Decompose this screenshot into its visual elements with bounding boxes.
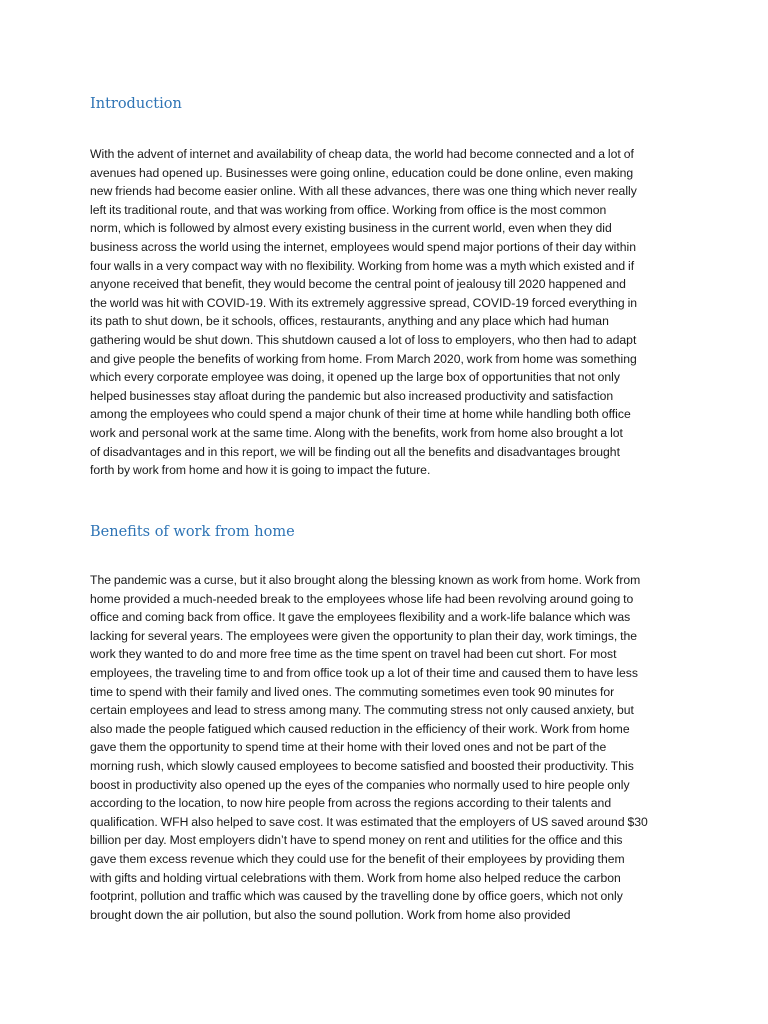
paragraph-line: time to spend with their family and lived ones. The commuting sometimes even took 90 minutes for: [90, 684, 615, 699]
benefits-paragraph: [90, 571, 690, 924]
paragraph-line: new friends had become easier online. With all these advances, there was one thing which never really: [90, 184, 637, 199]
paragraph-line: left its traditional route, and that was working from office. Working from office is the most common: [90, 202, 607, 217]
paragraph-line: morning rush, which slowly caused employees to become satisfied and boosted their productivity. This: [90, 758, 634, 773]
paragraph-line: its path to shut down, be it schools, offices, restaurants, anything and any place which had human: [90, 314, 609, 329]
paragraph-line: gave them the opportunity to spend time at their home with their loved ones and not be part of the: [90, 740, 607, 755]
paragraph-line: according to the location, to now hire people from across the regions according to their talents and: [90, 796, 612, 811]
paragraph-line: with gifts and holding virtual celebrations with them. Work from home also helped reduce the carbon: [90, 870, 621, 885]
paragraph-line: employees, the traveling time to and from office took up a lot of their time and caused them to have less: [90, 665, 638, 680]
paragraph-line: the world was hit with COVID-19. With its extremely aggressive spread, COVID-19 forced everything in: [90, 295, 638, 310]
section-heading-introduction: Introduction: [90, 96, 182, 112]
paragraph-line: billion per day. Most employers didn’t have to spend money on rent and utilities for the office and this: [90, 833, 623, 848]
paragraph-line: gave them excess revenue which they could use for the benefit of their employees by providing them: [90, 851, 625, 866]
paragraph-line: work they wanted to do and more free time as the time spent on travel had been cut short. For most: [90, 647, 617, 662]
paragraph-line: norm, which is followed by almost every existing business in the current world, even when they did: [90, 221, 612, 236]
section-heading-benefits: Benefits of work from home: [90, 524, 295, 540]
paragraph-line: home provided a much-needed break to the employees whose life had been revolving around going to: [90, 591, 634, 606]
paragraph-line: among the employees who could spend a major chunk of their time at home while handling both office: [90, 407, 631, 422]
paragraph-line: qualification. WFH also helped to save cost. It was estimated that the employers of US saved around $30: [90, 814, 648, 829]
paragraph-line: which every corporate employee was doing, it opened up the large box of opportunities that not only: [90, 370, 620, 385]
paragraph-line: gathering would be shut down. This shutdown caused a lot of loss to employers, who then had to adapt: [90, 332, 637, 347]
paragraph-line: business across the world using the internet, employees would spend major portions of their day within: [90, 239, 636, 254]
paragraph-line: work and personal work at the same time. Along with the benefits, work from home also brought a lot: [90, 425, 623, 440]
paragraph-line: four walls in a very compact way with no flexibility. Working from home was a myth which existed and if: [90, 258, 635, 273]
paragraph-line: brought down the air pollution, but also the sound pollution. Work from home also provided: [90, 907, 571, 922]
paragraph-line: and give people the benefits of working from home. From March 2020, work from home was something: [90, 351, 637, 366]
paragraph-line: footprint, pollution and traffic which was caused by the travelling done by office goers, which not only: [90, 889, 623, 904]
paragraph-line: of disadvantages and in this report, we will be finding out all the benefits and disadvantages brought: [90, 444, 620, 459]
paragraph-line: office and coming back from office. It gave the employees flexibility and a work-life balance which was: [90, 610, 631, 625]
paragraph-line: lacking for several years. The employees were given the opportunity to plan their day, work timings, the: [90, 628, 638, 643]
paragraph-line: also made the people fatigued which caused reduction in the efficiency of their work. Work from home: [90, 721, 630, 736]
paragraph-line: With the advent of internet and availability of cheap data, the world had become connected and a lot of: [90, 147, 634, 161]
paragraph-line: The pandemic was a curse, but it also brought along the blessing known as work from home. Work from: [90, 573, 641, 587]
paragraph-line: helped businesses stay afloat during the pandemic but also increased productivity and satisfaction: [90, 388, 614, 403]
paragraph-line: boost in productivity also opened up the eyes of the companies who normally used to hire people only: [90, 777, 630, 792]
paragraph-line: forth by work from home and how it is going to impact the future.: [90, 463, 431, 478]
introduction-paragraph: [90, 145, 690, 480]
paragraph-line: anyone received that benefit, they would become the central point of jealousy till 2020 happened and: [90, 277, 626, 292]
paragraph-line: certain employees and lead to stress among many. The commuting stress not only caused anxiety, but: [90, 703, 634, 718]
paragraph-line: avenues had opened up. Businesses were going online, education could be done online, even making: [90, 165, 634, 180]
